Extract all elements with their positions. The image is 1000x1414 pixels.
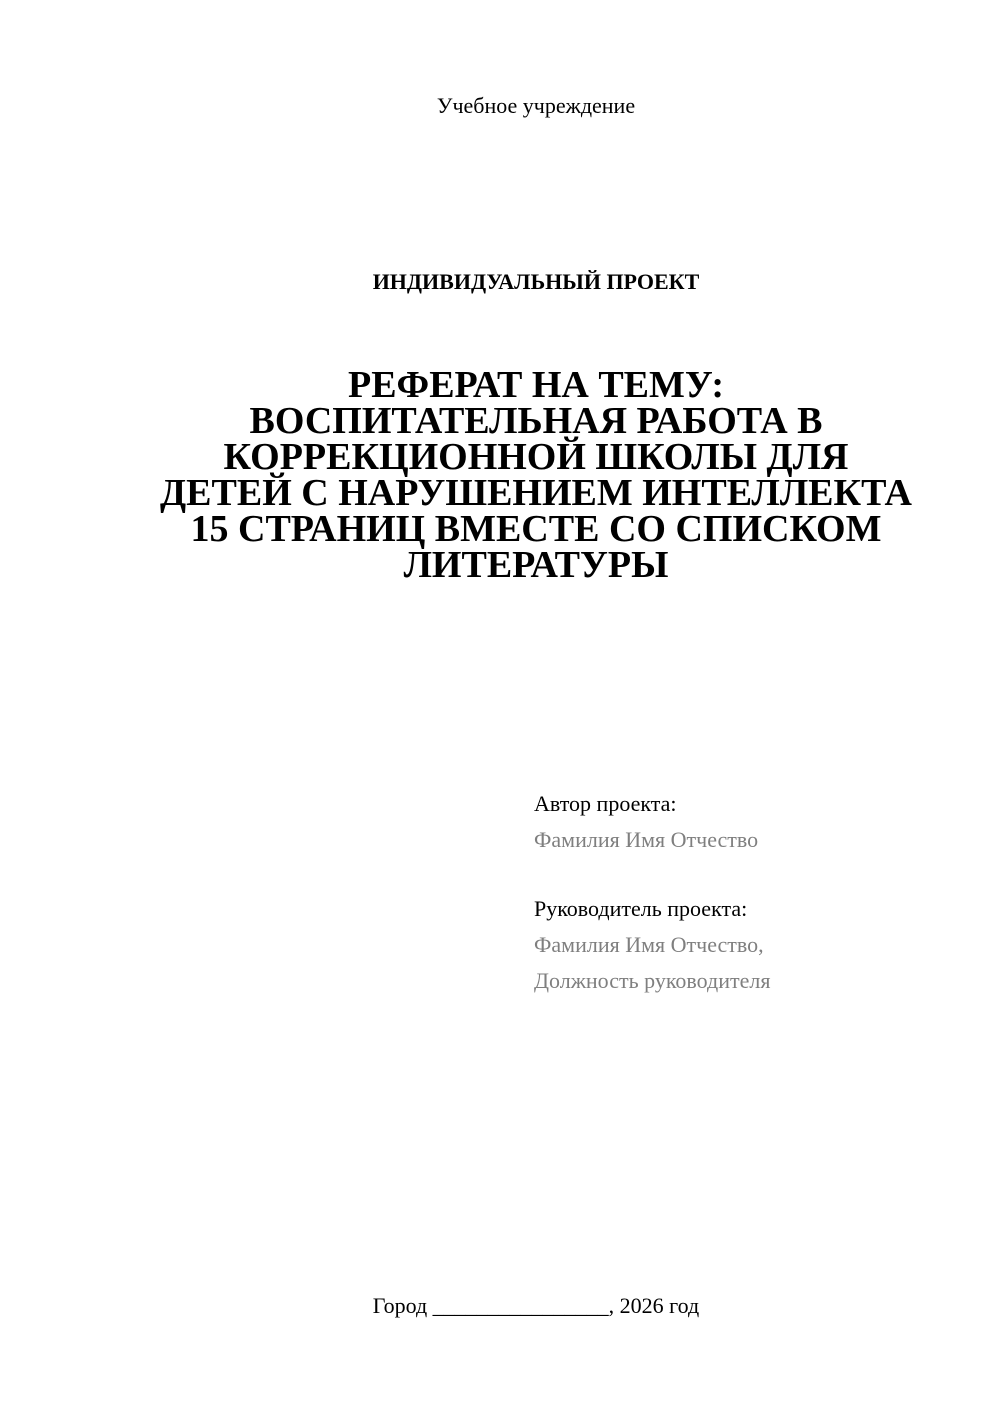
project-type-heading: ИНДИВИДУАЛЬНЫЙ ПРОЕКТ — [372, 269, 700, 294]
title-line: 15 СТРАНИЦ ВМЕСТЕ СО СПИСКОМ — [190, 508, 882, 550]
city-year-footer: Город ________________, 2026 год — [372, 1293, 700, 1318]
title-line: РЕФЕРАТ НА ТЕМУ: — [348, 364, 724, 406]
supervisor-position: Должность руководителя — [534, 968, 771, 993]
title-line: ЛИТЕРАТУРЫ — [403, 544, 669, 586]
supervisor-name: Фамилия Имя Отчество, — [534, 932, 764, 957]
title-line: ВОСПИТАТЕЛЬНАЯ РАБОТА В — [249, 400, 823, 442]
document-title — [120, 364, 952, 586]
supervisor-block — [534, 895, 974, 995]
supervisor-label: Руководитель проекта: — [534, 896, 748, 921]
title-line: КОРРЕКЦИОННОЙ ШКОЛЫ ДЛЯ — [223, 436, 849, 478]
author-block — [534, 790, 974, 854]
title-line: ДЕТЕЙ С НАРУШЕНИЕМ ИНТЕЛЛЕКТА — [160, 472, 912, 514]
author-name: Фамилия Имя Отчество — [534, 827, 759, 852]
institution-name: Учебное учреждение — [436, 93, 636, 118]
author-label: Автор проекта: — [534, 791, 677, 816]
